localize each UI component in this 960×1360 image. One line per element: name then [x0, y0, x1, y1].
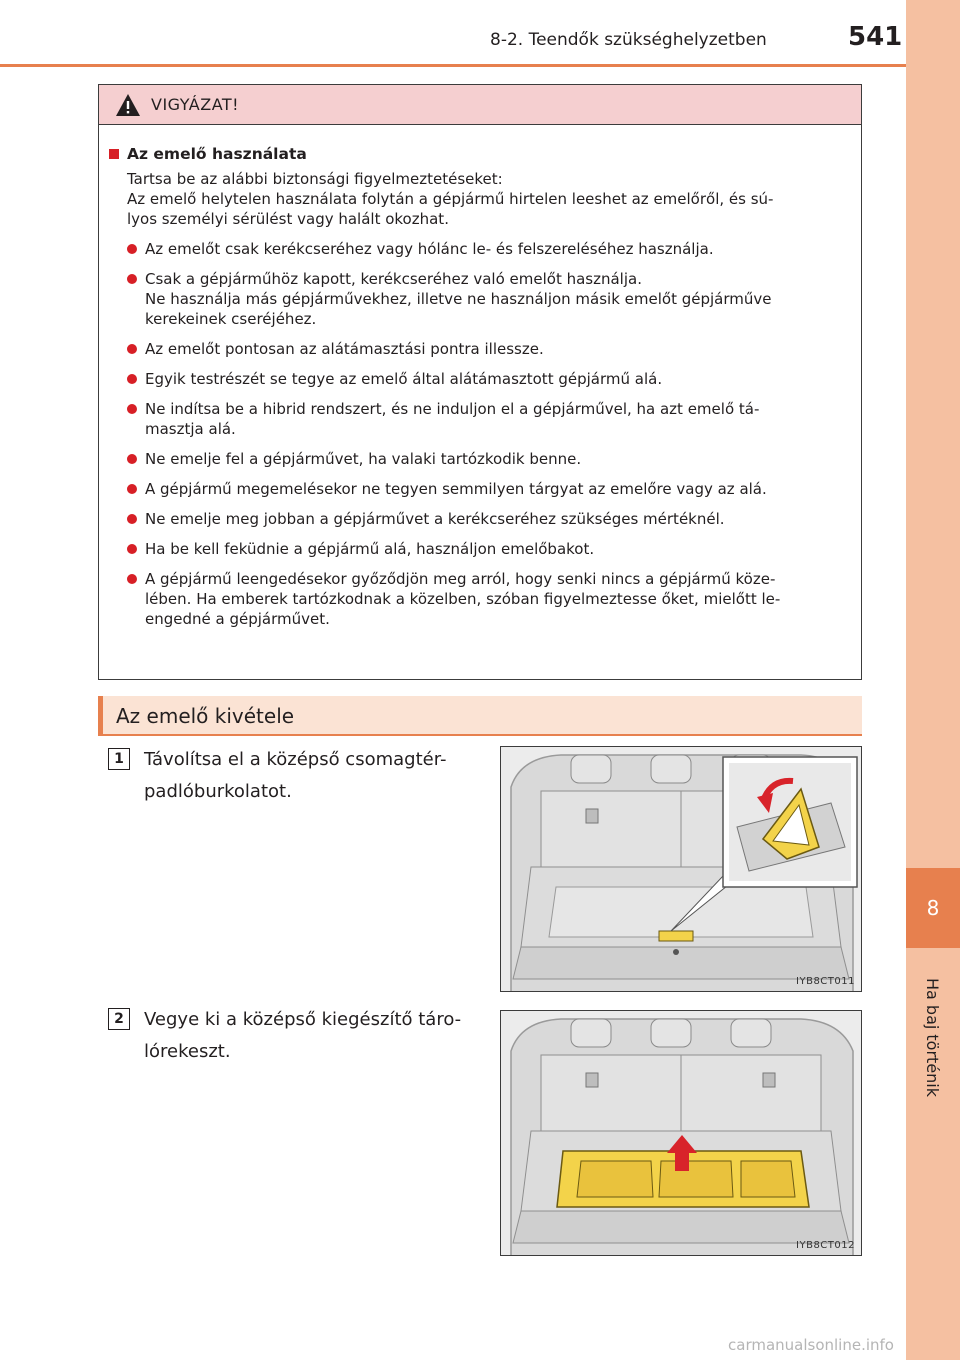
red-bullet-icon — [127, 484, 137, 494]
warning-intro-line: lyos személyi sérülést vagy halált okozhat. — [127, 210, 449, 228]
image-code: IYB8CT012 — [796, 1240, 855, 1251]
warning-bullet — [109, 509, 853, 529]
warning-intro-line: Tartsa be az alábbi biztonsági figyelmeztetéseket: — [127, 170, 503, 188]
bullet-line: A gépjármű megemelésekor ne tegyen semmilyen tárgyat az emelőre vagy az alá. — [145, 480, 767, 498]
warning-bullet — [109, 449, 853, 469]
bullet-line: lében. Ha emberek tartózkodnak a közelben, szóban figyelmeztesse őket, mielőtt le- — [145, 590, 781, 608]
warning-bullet — [109, 339, 853, 359]
warning-subheading-text: Az emelő használata — [127, 145, 307, 163]
red-bullet-icon — [127, 404, 137, 414]
red-bullet-icon — [127, 244, 137, 254]
section-title: Az emelő kivétele — [116, 704, 295, 728]
red-bullet-icon — [127, 574, 137, 584]
section-header: 8-2. Teendők szükséghelyzetben — [490, 30, 767, 50]
red-bullet-icon — [127, 344, 137, 354]
storage-tray-illustration — [501, 1011, 862, 1256]
red-square-icon — [109, 149, 119, 159]
bullet-line: Ne emelje fel a gépjárművet, ha valaki tartózkodik benne. — [145, 450, 582, 468]
page-number: 541 — [848, 22, 903, 52]
trunk-illustration-2 — [500, 1010, 862, 1256]
bullet-line: Ne indítsa be a hibrid rendszert, és ne induljon el a gépjárművel, ha azt emelő tá- — [145, 400, 760, 418]
warning-bullet — [109, 569, 853, 629]
bullet-line: Az emelőt csak kerékcseréhez vagy hólánc le- és felszereléséhez használja. — [145, 240, 714, 258]
section-heading-bar — [98, 696, 862, 736]
step-line: lórekeszt. — [144, 1041, 231, 1062]
header-divider — [0, 64, 906, 67]
warning-subheading — [109, 145, 853, 163]
chapter-side-tab — [906, 0, 960, 1360]
step-number-badge: 2 — [108, 1008, 130, 1030]
step-instruction — [144, 744, 474, 808]
red-bullet-icon — [127, 374, 137, 384]
step-line: padlóburkolatot. — [144, 781, 292, 802]
red-bullet-icon — [127, 454, 137, 464]
warning-bullet-list — [109, 239, 853, 629]
step-instruction — [144, 1004, 474, 1068]
watermark: carmanualsonline.info — [728, 1336, 894, 1354]
warning-intro — [109, 169, 853, 229]
bullet-line: Az emelőt pontosan az alátámasztási pontra illessze. — [145, 340, 544, 358]
trunk-floor-cover-illustration — [501, 747, 862, 992]
bullet-line: Ne használja más gépjárművekhez, illetve ne használjon másik emelőt gépjárműve — [145, 290, 772, 308]
image-code: IYB8CT011 — [796, 976, 855, 987]
warning-intro-line: Az emelő helytelen használata folytán a gépjármű hirtelen leeshet az emelőről, és sú- — [127, 190, 774, 208]
trunk-illustration-1 — [500, 746, 862, 992]
warning-title: VIGYÁZAT! — [151, 95, 240, 114]
bullet-line: A gépjármű leengedésekor győződjön meg arról, hogy senki nincs a gépjármű köze- — [145, 570, 776, 588]
bullet-line: masztja alá. — [145, 420, 236, 438]
warning-bullet — [109, 269, 853, 329]
bullet-line: Ha be kell feküdnie a gépjármű alá, használjon emelőbakot. — [145, 540, 595, 558]
bullet-line: engedné a gépjárművet. — [145, 610, 330, 628]
warning-header — [99, 85, 861, 125]
warning-bullet — [109, 369, 853, 389]
chapter-title-container — [906, 962, 960, 1112]
chapter-title: Ha baj történik — [923, 977, 943, 1097]
red-bullet-icon — [127, 544, 137, 554]
warning-body — [99, 125, 861, 629]
warning-triangle-icon — [115, 93, 141, 117]
warning-bullet — [109, 399, 853, 439]
warning-bullet — [109, 239, 853, 259]
step-line: Vegye ki a középső kiegészítő táro- — [144, 1009, 462, 1030]
red-bullet-icon — [127, 274, 137, 284]
chapter-number: 8 — [906, 868, 960, 948]
red-bullet-icon — [127, 514, 137, 524]
step-number-badge: 1 — [108, 748, 130, 770]
step-line: Távolítsa el a középső csomagtér- — [144, 749, 447, 770]
warning-box — [98, 84, 862, 680]
bullet-line: Egyik testrészét se tegye az emelő által alátámasztott gépjármű alá. — [145, 370, 663, 388]
warning-bullet — [109, 539, 853, 559]
bullet-line: Ne emelje meg jobban a gépjárművet a kerékcseréhez szükséges mértéknél. — [145, 510, 725, 528]
bullet-line: kerekeinek cseréjéhez. — [145, 310, 317, 328]
section-accent — [98, 696, 103, 734]
bullet-line: Csak a gépjárműhöz kapott, kerékcseréhez való emelőt használja. — [145, 270, 642, 288]
warning-bullet — [109, 479, 853, 499]
